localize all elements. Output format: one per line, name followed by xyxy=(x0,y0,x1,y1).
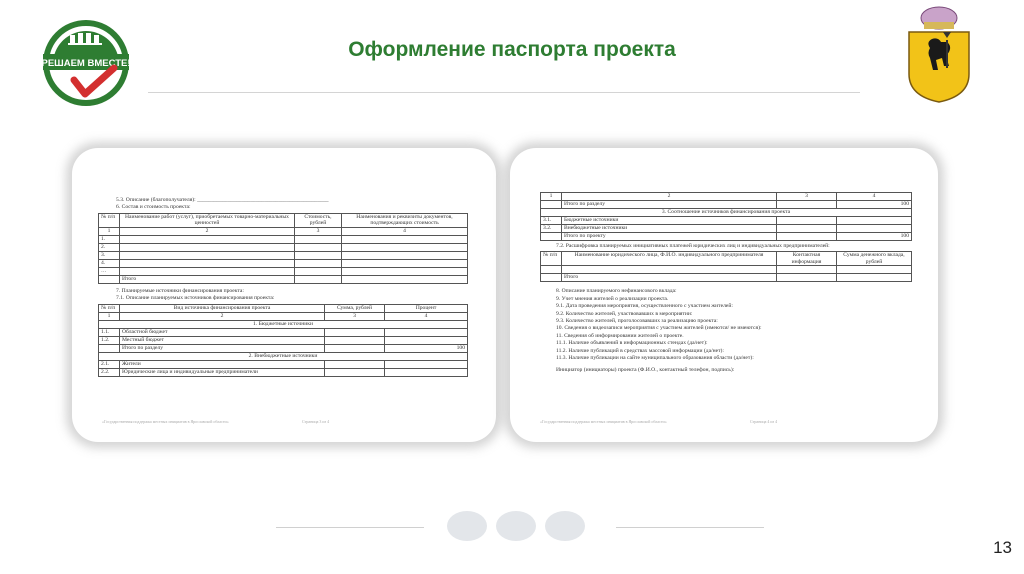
passport-page-3-image: 5.3. Описание (благополучателя): _______________________________________________ 6. Состав и стоимость проекта: № п/п Наименование работ (услуг), приобретаемых товарно-материальных ценностей Стоимость, рублей Наименования и реквизиты документов, подтверждающих стоимость 1 2 3 4 1. 2. 3. 4. … Итого 7. Планируемые источники финансирования проекта: 7.1. Описание планируемых источников финансирования проекта: № п/п Вид источника финансирования проекта Сумма, рублей Процент 1 2 3 4 1. Бюджетные источники 1.1. Областной бюджет 1.2. Местный бюджет Итого по разделу 100 2. Внебюджетные источники 2.1. Жители 2.2. Юридические лица и индивидуальные предприниматели «Государственная поддержка местных инициатив в Ярославской области» Страница 3 из 4 xyxy=(72,148,496,442)
table-header: Вид источника финансирования проекта xyxy=(120,304,325,312)
table-cell: 3. xyxy=(99,251,120,259)
bottom-divider-right xyxy=(616,527,764,528)
table-row xyxy=(541,201,912,209)
page-number: 13 xyxy=(993,538,1012,557)
doc-page-label: Страница 3 из 4 xyxy=(302,419,330,424)
table-cell: Итого xyxy=(562,274,777,282)
table-cell: 1 xyxy=(541,193,562,201)
doc-line: 9.3. Количество жителей, проголосовавших за реализацию проекта: xyxy=(556,317,718,324)
table-cell: 1 xyxy=(99,227,120,235)
table-row xyxy=(99,336,468,344)
table-cell: 2 xyxy=(120,227,295,235)
decor-dot xyxy=(447,511,487,541)
table-cell: Итого по разделу xyxy=(562,201,777,209)
table-cell: 1. xyxy=(99,235,120,243)
doc-line: 9.2. Количество жителей, участвовавших в мероприятии: xyxy=(556,310,693,317)
passport-page-4-image xyxy=(510,148,938,442)
table-row xyxy=(541,233,912,241)
table-cell: 4. xyxy=(99,259,120,267)
table-row xyxy=(99,243,468,251)
table-cell: Итого по разделу xyxy=(120,344,325,352)
table-header: Контактная информация xyxy=(777,252,837,266)
doc-line: 7.2. Расшифровка планируемых инициативных платежей юридических лиц и индивидуальных предпринимателей: xyxy=(556,243,830,249)
table-cell: 100 xyxy=(385,344,468,352)
table-cell: 4 xyxy=(342,227,468,235)
table-row xyxy=(541,225,912,233)
doc-line: 11. Сведения об информировании жителей о проекте. xyxy=(556,332,684,339)
table-cell: … xyxy=(99,267,120,275)
doc-line: 11.1. Наличие объявлений в информационных стендах (да/нет): xyxy=(556,340,708,347)
bottom-divider-left xyxy=(276,527,424,528)
table-cell: 4 xyxy=(385,312,468,320)
table-cell: Внебюджетные источники xyxy=(562,225,777,233)
table-row xyxy=(99,259,468,267)
table-header: Наименование работ (услуг), приобретаемых товарно-материальных ценностей xyxy=(120,213,295,227)
table-header: № п/п xyxy=(99,304,120,312)
doc-line: 9. Учет мнения жителей о реализации проекта. xyxy=(556,295,669,302)
table-row xyxy=(99,344,468,352)
table-cell: 3 xyxy=(777,193,837,201)
table-row xyxy=(541,217,912,225)
table-header: Наименования и реквизиты документов, подтверждающих стоимость xyxy=(342,213,468,227)
decor-dot xyxy=(545,511,585,541)
table-row xyxy=(99,275,468,283)
table-cell: 3 xyxy=(325,312,385,320)
doc-line: 10. Сведения о видеозаписи мероприятия с участием жителей (имеются/ не имеются): xyxy=(556,325,762,332)
table-cell: Местный бюджет xyxy=(120,336,325,344)
table-header: Процент xyxy=(385,304,468,312)
table-section: 3. Соотношение источников финансирования проекта xyxy=(541,209,912,217)
table-header: № п/п xyxy=(99,213,120,227)
doc-line: 11.3. Наличие публикации на сайте муниципального образования области (да/нет): xyxy=(556,355,754,362)
doc-footer: «Государственная поддержка местных инициатив в Ярославской области» xyxy=(540,419,667,424)
table-header: Сумма, рублей xyxy=(325,304,385,312)
table-cell: 1 xyxy=(99,312,120,320)
table-cell: 100 xyxy=(837,201,912,209)
table-header: № п/п xyxy=(541,252,562,266)
doc-line: 8. Описание планируемого нефинансового вклада: xyxy=(556,288,677,295)
table-cell: Бюджетные источники xyxy=(562,217,777,225)
funding-continuation-table xyxy=(540,192,912,241)
table-row xyxy=(99,235,468,243)
table-header: Стоимость, рублей xyxy=(295,213,342,227)
doc-footer: «Государственная поддержка местных инициатив в Ярославской области» xyxy=(102,419,229,424)
table-row xyxy=(99,251,468,259)
table-row xyxy=(99,360,468,368)
slide-title: Оформление паспорта проекта xyxy=(348,38,676,61)
table-row xyxy=(541,266,912,274)
doc-line: 6. Состав и стоимость проекта: xyxy=(116,204,191,211)
table-cell: Юридические лица и индивидуальные предприниматели xyxy=(120,368,325,376)
table-cell: 2 xyxy=(562,193,777,201)
table-cell: 1.1. xyxy=(99,328,120,336)
decor-dot xyxy=(496,511,536,541)
table-cell: 2. xyxy=(99,243,120,251)
doc-line: 11.2. Наличие публикаций в средствах массовой информации (да/нет): xyxy=(556,347,724,354)
table-cell: 3 xyxy=(295,227,342,235)
table-cell: 4 xyxy=(837,193,912,201)
logo-text: РЕШАЕМ ВМЕСТЕ! xyxy=(41,58,131,69)
legal-entities-table xyxy=(540,251,912,282)
table-cell: 100 xyxy=(837,233,912,241)
yaroslavl-coat-of-arms-icon xyxy=(906,4,972,104)
table-section: 2. Внебюджетные источники xyxy=(99,352,468,360)
table-cell: 2 xyxy=(120,312,325,320)
table-cell: Итого xyxy=(120,275,295,283)
doc-line: 5.3. Описание (благополучателя): xyxy=(116,197,196,203)
table-cell: 3.2. xyxy=(541,225,562,233)
doc-line: Инициатор (инициаторы) проекта (Ф.И.О., контактный телефон, подпись): xyxy=(556,367,735,374)
doc-line: 7. Планируемые источники финансирования проекта: xyxy=(116,287,244,294)
reshaem-vmeste-logo xyxy=(40,18,132,108)
table-cell: 2.2. xyxy=(99,368,120,376)
table-header: Сумма денежного вклада, рублей xyxy=(837,252,912,266)
table-cell: 1.2. xyxy=(99,336,120,344)
table-cell: Областной бюджет xyxy=(120,328,325,336)
table-cell: Жители xyxy=(120,360,325,368)
table-section: 1. Бюджетные источники xyxy=(99,320,468,328)
table-header: Наименование юридического лица, Ф.И.О. индивидуального предпринимателя xyxy=(562,252,777,266)
costs-table xyxy=(98,213,468,284)
title-divider xyxy=(148,92,860,93)
table-row xyxy=(99,368,468,376)
table-cell: Итого по проекту xyxy=(562,233,777,241)
doc-line: 9.1. Дата проведения мероприятия, осуществленного с участием жителей: xyxy=(556,303,733,310)
doc-line: 7.1. Описание планируемых источников финансирования проекта: xyxy=(116,295,275,302)
table-cell: 2.1. xyxy=(99,360,120,368)
table-row xyxy=(99,328,468,336)
doc-page-label: Страница 4 из 4 xyxy=(750,419,778,424)
table-cell: 3.1. xyxy=(541,217,562,225)
table-row xyxy=(99,267,468,275)
table-row xyxy=(541,274,912,282)
funding-sources-table xyxy=(98,304,468,377)
